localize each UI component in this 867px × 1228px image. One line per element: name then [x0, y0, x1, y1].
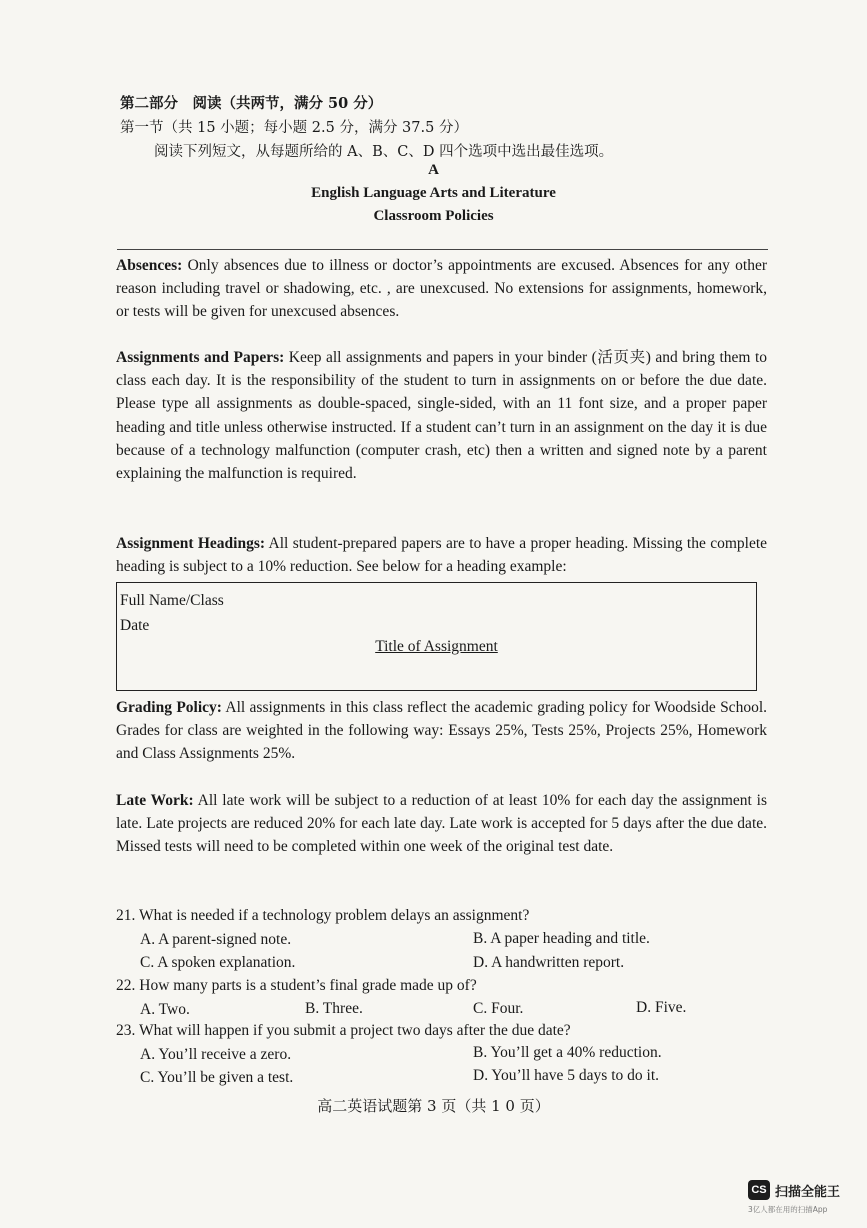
headings-text: All student-prepared papers are to have a proper heading. Missing the complete heading is subject to a 10% reduction. See below for a heading example:: [116, 535, 768, 576]
question-21-option-d[interactable]: D. A handwritten report.: [473, 954, 625, 971]
grading-label: Grading Policy:: [116, 699, 222, 716]
question-22-option-a[interactable]: A. Two.: [140, 1001, 190, 1018]
example-title: [117, 638, 756, 656]
question-22-option-c[interactable]: C. Four.: [473, 1000, 524, 1017]
page-footer: 高二英语试题第 3 页（共 1 0 页）: [317, 1097, 550, 1115]
camscanner-logo-icon: CS: [748, 1180, 770, 1200]
title-divider: [117, 249, 768, 250]
late-work-label: Late Work:: [116, 792, 194, 809]
assignments-label: Assignments and Papers:: [116, 349, 285, 366]
part-title: 第二部分 阅读（共两节，满分 50 分）: [120, 95, 383, 112]
question-22-option-d[interactable]: D. Five.: [636, 999, 687, 1016]
question-21-option-b[interactable]: B. A paper heading and title.: [473, 930, 650, 947]
late-work-text: All late work will be subject to a reduction of at least 10% for each day the assignment is late. Late projects are reduced 20% for each late day. Late work is accepted for 5 days after the due date. Missed tests will need to be completed within one week of the original test date.: [116, 792, 768, 856]
grading-text: All assignments in this class reflect the academic grading policy for Woodside School. Grades for class are weighted in the following way: Essays 25%, Tests 25%, Projects 25%, Homework and Class Assignments 25%.: [116, 699, 767, 763]
question-23-option-c[interactable]: C. You’ll be given a test.: [140, 1069, 294, 1086]
question-23-option-b[interactable]: B. You’ll get a 40% reduction.: [473, 1044, 662, 1061]
absences-label: Absences:: [116, 257, 183, 274]
example-name-class: Full Name/Class: [120, 592, 224, 609]
passage-letter: A: [428, 162, 439, 178]
question-23-stem: 23. What will happen if you submit a project two days after the due date?: [116, 1022, 571, 1039]
passage-title-line2: Classroom Policies: [373, 208, 494, 224]
question-21-option-c[interactable]: C. A spoken explanation.: [140, 954, 296, 971]
watermark-app-name: 扫描全能王: [775, 1185, 841, 1200]
headings-label: Assignment Headings:: [116, 535, 266, 552]
example-title-text: Title of Assignment: [375, 638, 498, 655]
instruction: 阅读下列短文，从每题所给的 A、B、C、D 四个选项中选出最佳选项。: [154, 144, 614, 160]
headings-paragraph: [116, 532, 767, 578]
question-22-stem: 22. How many parts is a student’s final grade made up of?: [116, 977, 477, 994]
assignments-text: Keep all assignments and papers in your binder (活页夹) and bring them to class each day. It is the responsibility of the student to turn in assignments on or before the due date. Please type all assignments as double-spaced, single-sided, with an 11 font size, and a proper paper heading and title unless otherwise instructed. If a student can’t turn in an assignment on the day it is due because of a technology malfunction (computer crash, etc) then a written and signed note by a parent explaining the malfunction is required.: [116, 349, 767, 483]
section-title: 第一节（共 15 小题；每小题 2.5 分，满分 37.5 分）: [120, 120, 468, 136]
heading-example-box: [116, 582, 757, 691]
late-work-paragraph: [116, 789, 767, 859]
example-date: Date: [120, 617, 150, 634]
watermark-tagline: 3亿人都在用的扫描App: [748, 1205, 828, 1214]
question-22-option-b[interactable]: B. Three.: [305, 1000, 363, 1017]
question-21-option-a[interactable]: A. A parent-signed note.: [140, 931, 292, 948]
assignments-paragraph: [116, 346, 767, 485]
question-21-stem: 21. What is needed if a technology problem delays an assignment?: [116, 907, 530, 924]
grading-paragraph: [116, 696, 767, 766]
absences-text: Only absences due to illness or doctor’s appointments are excused. Absences for any other reason including travel or shadowing, etc. , are unexcused. No extensions for assignments, homework, or tests will be given for unexcused absences.: [116, 257, 767, 321]
question-23-option-d[interactable]: D. You’ll have 5 days to do it.: [473, 1067, 659, 1084]
passage-title-line1: English Language Arts and Literature: [311, 185, 556, 201]
question-23-option-a[interactable]: A. You’ll receive a zero.: [140, 1046, 292, 1063]
absences-paragraph: [116, 254, 767, 324]
